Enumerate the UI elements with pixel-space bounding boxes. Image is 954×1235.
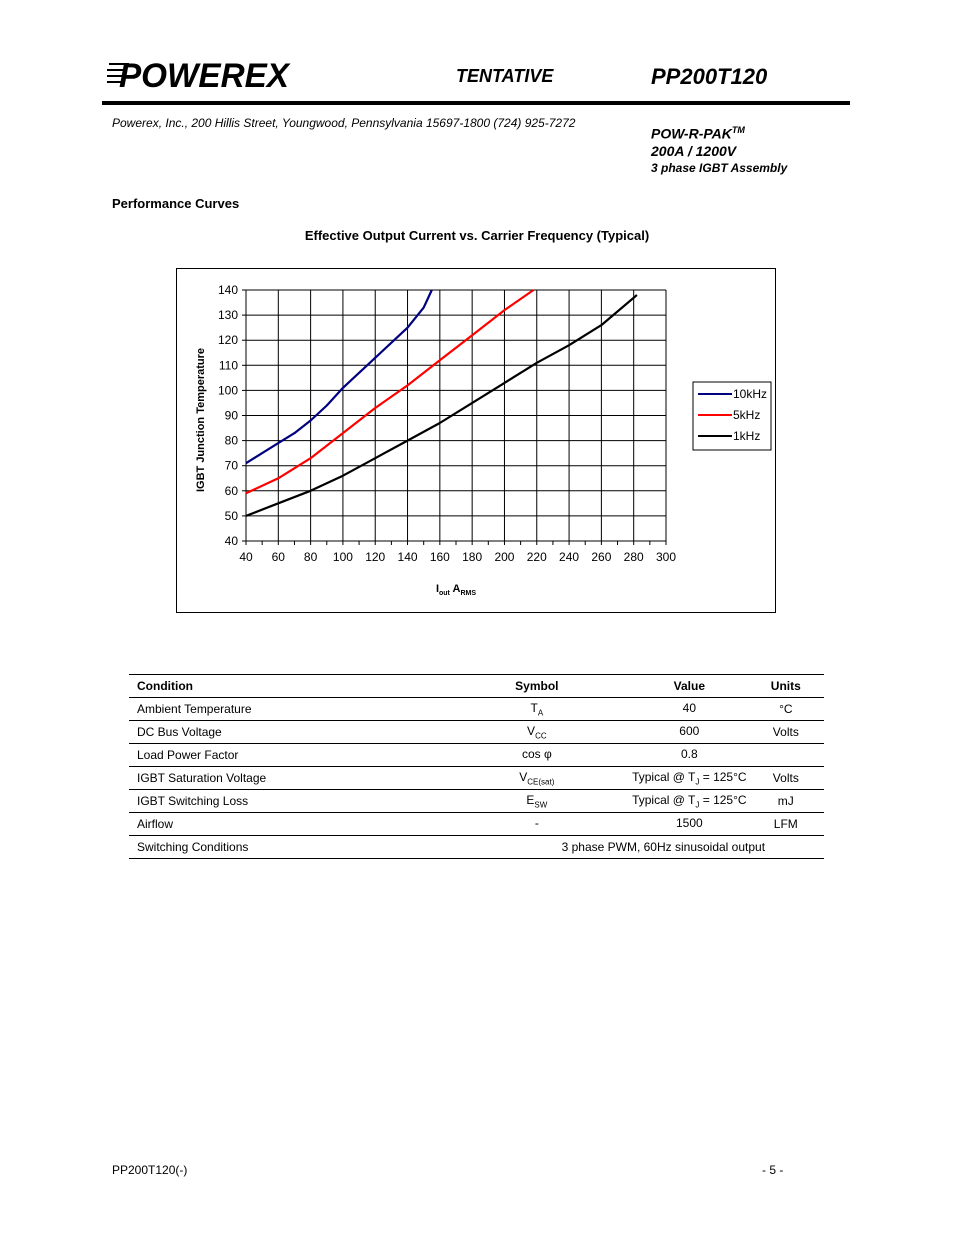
- cell-units: Volts: [748, 767, 824, 790]
- table-row: [129, 721, 824, 744]
- x-tick-label: 300: [655, 550, 677, 564]
- cell-symbol: -: [443, 813, 631, 836]
- x-tick-label: 180: [462, 550, 483, 564]
- y-tick-label: 110: [218, 358, 238, 373]
- chart-legend: [693, 382, 771, 450]
- y-tick-label: 40: [224, 534, 238, 548]
- x-tick-label: 220: [526, 550, 547, 564]
- y-axis-label: IGBT Junction Temperature: [195, 347, 207, 493]
- cell-value: 600: [631, 721, 748, 744]
- junction-temp-chart: [176, 268, 776, 613]
- table-row: [129, 744, 824, 767]
- x-tick-label: 120: [365, 550, 386, 564]
- x-tick-label: 60: [271, 550, 285, 564]
- cell-value: 40: [631, 698, 748, 721]
- header-rule: [102, 101, 850, 105]
- cell-condition: IGBT Switching Loss: [129, 790, 443, 813]
- x-tick-label: 240: [559, 550, 580, 564]
- x-tick-label: 200: [494, 550, 515, 564]
- section-title: Performance Curves: [112, 196, 240, 211]
- y-tick-label: 130: [217, 308, 238, 323]
- part-number: PP200T120: [651, 64, 768, 89]
- table-row: [129, 790, 824, 813]
- x-axis-label: $I_{out}$ $A_{RMS}$: [435, 583, 477, 597]
- footer-page-number: - 5 -: [762, 1163, 784, 1177]
- table-row: [129, 813, 824, 836]
- cell-value: Typical @ $T_J = 125^\circ C$: [631, 767, 748, 790]
- cell-condition: IGBT Saturation Voltage: [129, 767, 443, 790]
- company-address: Powerex, Inc., 200 Hillis Street, Youngwood, Pennsylvania 15697-1800 (724) 925-7272: [112, 116, 576, 130]
- cell-condition: DC Bus Voltage: [129, 721, 443, 744]
- x-tick-label: 280: [623, 550, 644, 564]
- x-tick-label: 80: [303, 550, 318, 564]
- product-name: POW-R-PAK: [651, 125, 732, 142]
- y-tick-label: 140: [217, 283, 238, 297]
- chart-title: Effective Output Current vs. Carrier Frequency (Typical): [304, 228, 650, 243]
- x-tick-label: 260: [591, 550, 612, 564]
- legend-label: 1kHz: [733, 429, 761, 443]
- cell-units: [748, 744, 824, 767]
- status-label: TENTATIVE: [456, 66, 554, 86]
- y-tick-label: 80: [224, 433, 238, 448]
- cell-value: 0.8: [631, 744, 748, 767]
- cell-condition: Load Power Factor: [129, 744, 443, 767]
- trademark: TM: [731, 125, 745, 135]
- cell-symbol: cos φ: [443, 744, 631, 767]
- cell-span-value: 3 phase PWM, 60Hz sinusoidal output: [443, 836, 824, 859]
- cell-units: mJ: [748, 790, 824, 813]
- cell-symbol: $E_{SW}$: [443, 790, 631, 813]
- header-value: Value: [631, 675, 748, 698]
- x-tick-label: 100: [332, 550, 353, 564]
- y-tick-label: 50: [224, 508, 238, 523]
- table-body: [129, 698, 824, 859]
- header-units: Units: [748, 675, 824, 698]
- product-rating: 200A / 1200V: [651, 142, 737, 159]
- conditions-table: [129, 674, 824, 859]
- legend-label: 10kHz: [733, 387, 768, 401]
- x-tick-label: 140: [397, 550, 418, 564]
- cell-condition: Switching Conditions: [129, 836, 443, 859]
- table-row: [129, 698, 824, 721]
- cell-units: °C: [748, 698, 824, 721]
- cell-condition: Airflow: [129, 813, 443, 836]
- footer-doc-id: PP200T120(-): [112, 1163, 188, 1177]
- series-line-1kHz: [246, 295, 637, 516]
- cell-symbol: $V_{CE(sat)}$: [443, 767, 631, 790]
- cell-symbol: $V_{CC}$: [443, 721, 631, 744]
- cell-condition: Ambient Temperature: [129, 698, 443, 721]
- y-tick-label: 100: [217, 383, 238, 398]
- x-tick-label: 160: [429, 550, 450, 564]
- header-symbol: Symbol: [443, 675, 631, 698]
- product-info: [651, 122, 787, 177]
- logo-text: POWEREX: [119, 57, 291, 92]
- cell-value: 1500: [631, 813, 748, 836]
- y-tick-label: 90: [224, 408, 238, 423]
- x-tick-label: 40: [239, 550, 253, 564]
- table-header-row: [129, 675, 824, 698]
- header-condition: Condition: [129, 675, 443, 698]
- legend-label: 5kHz: [733, 408, 761, 422]
- powerex-logo: [107, 56, 291, 92]
- cell-units: LFM: [748, 813, 824, 836]
- table-row: [129, 767, 824, 790]
- y-tick-label: 70: [224, 458, 238, 473]
- table-row: [129, 836, 824, 859]
- product-description: 3 phase IGBT Assembly: [651, 160, 788, 175]
- y-tick-label: 60: [224, 483, 238, 498]
- cell-symbol: $T_A$: [443, 698, 631, 721]
- cell-value: Typical @ $T_J = 125^\circ C$: [631, 790, 748, 813]
- y-tick-label: 120: [217, 333, 238, 348]
- cell-units: Volts: [748, 721, 824, 744]
